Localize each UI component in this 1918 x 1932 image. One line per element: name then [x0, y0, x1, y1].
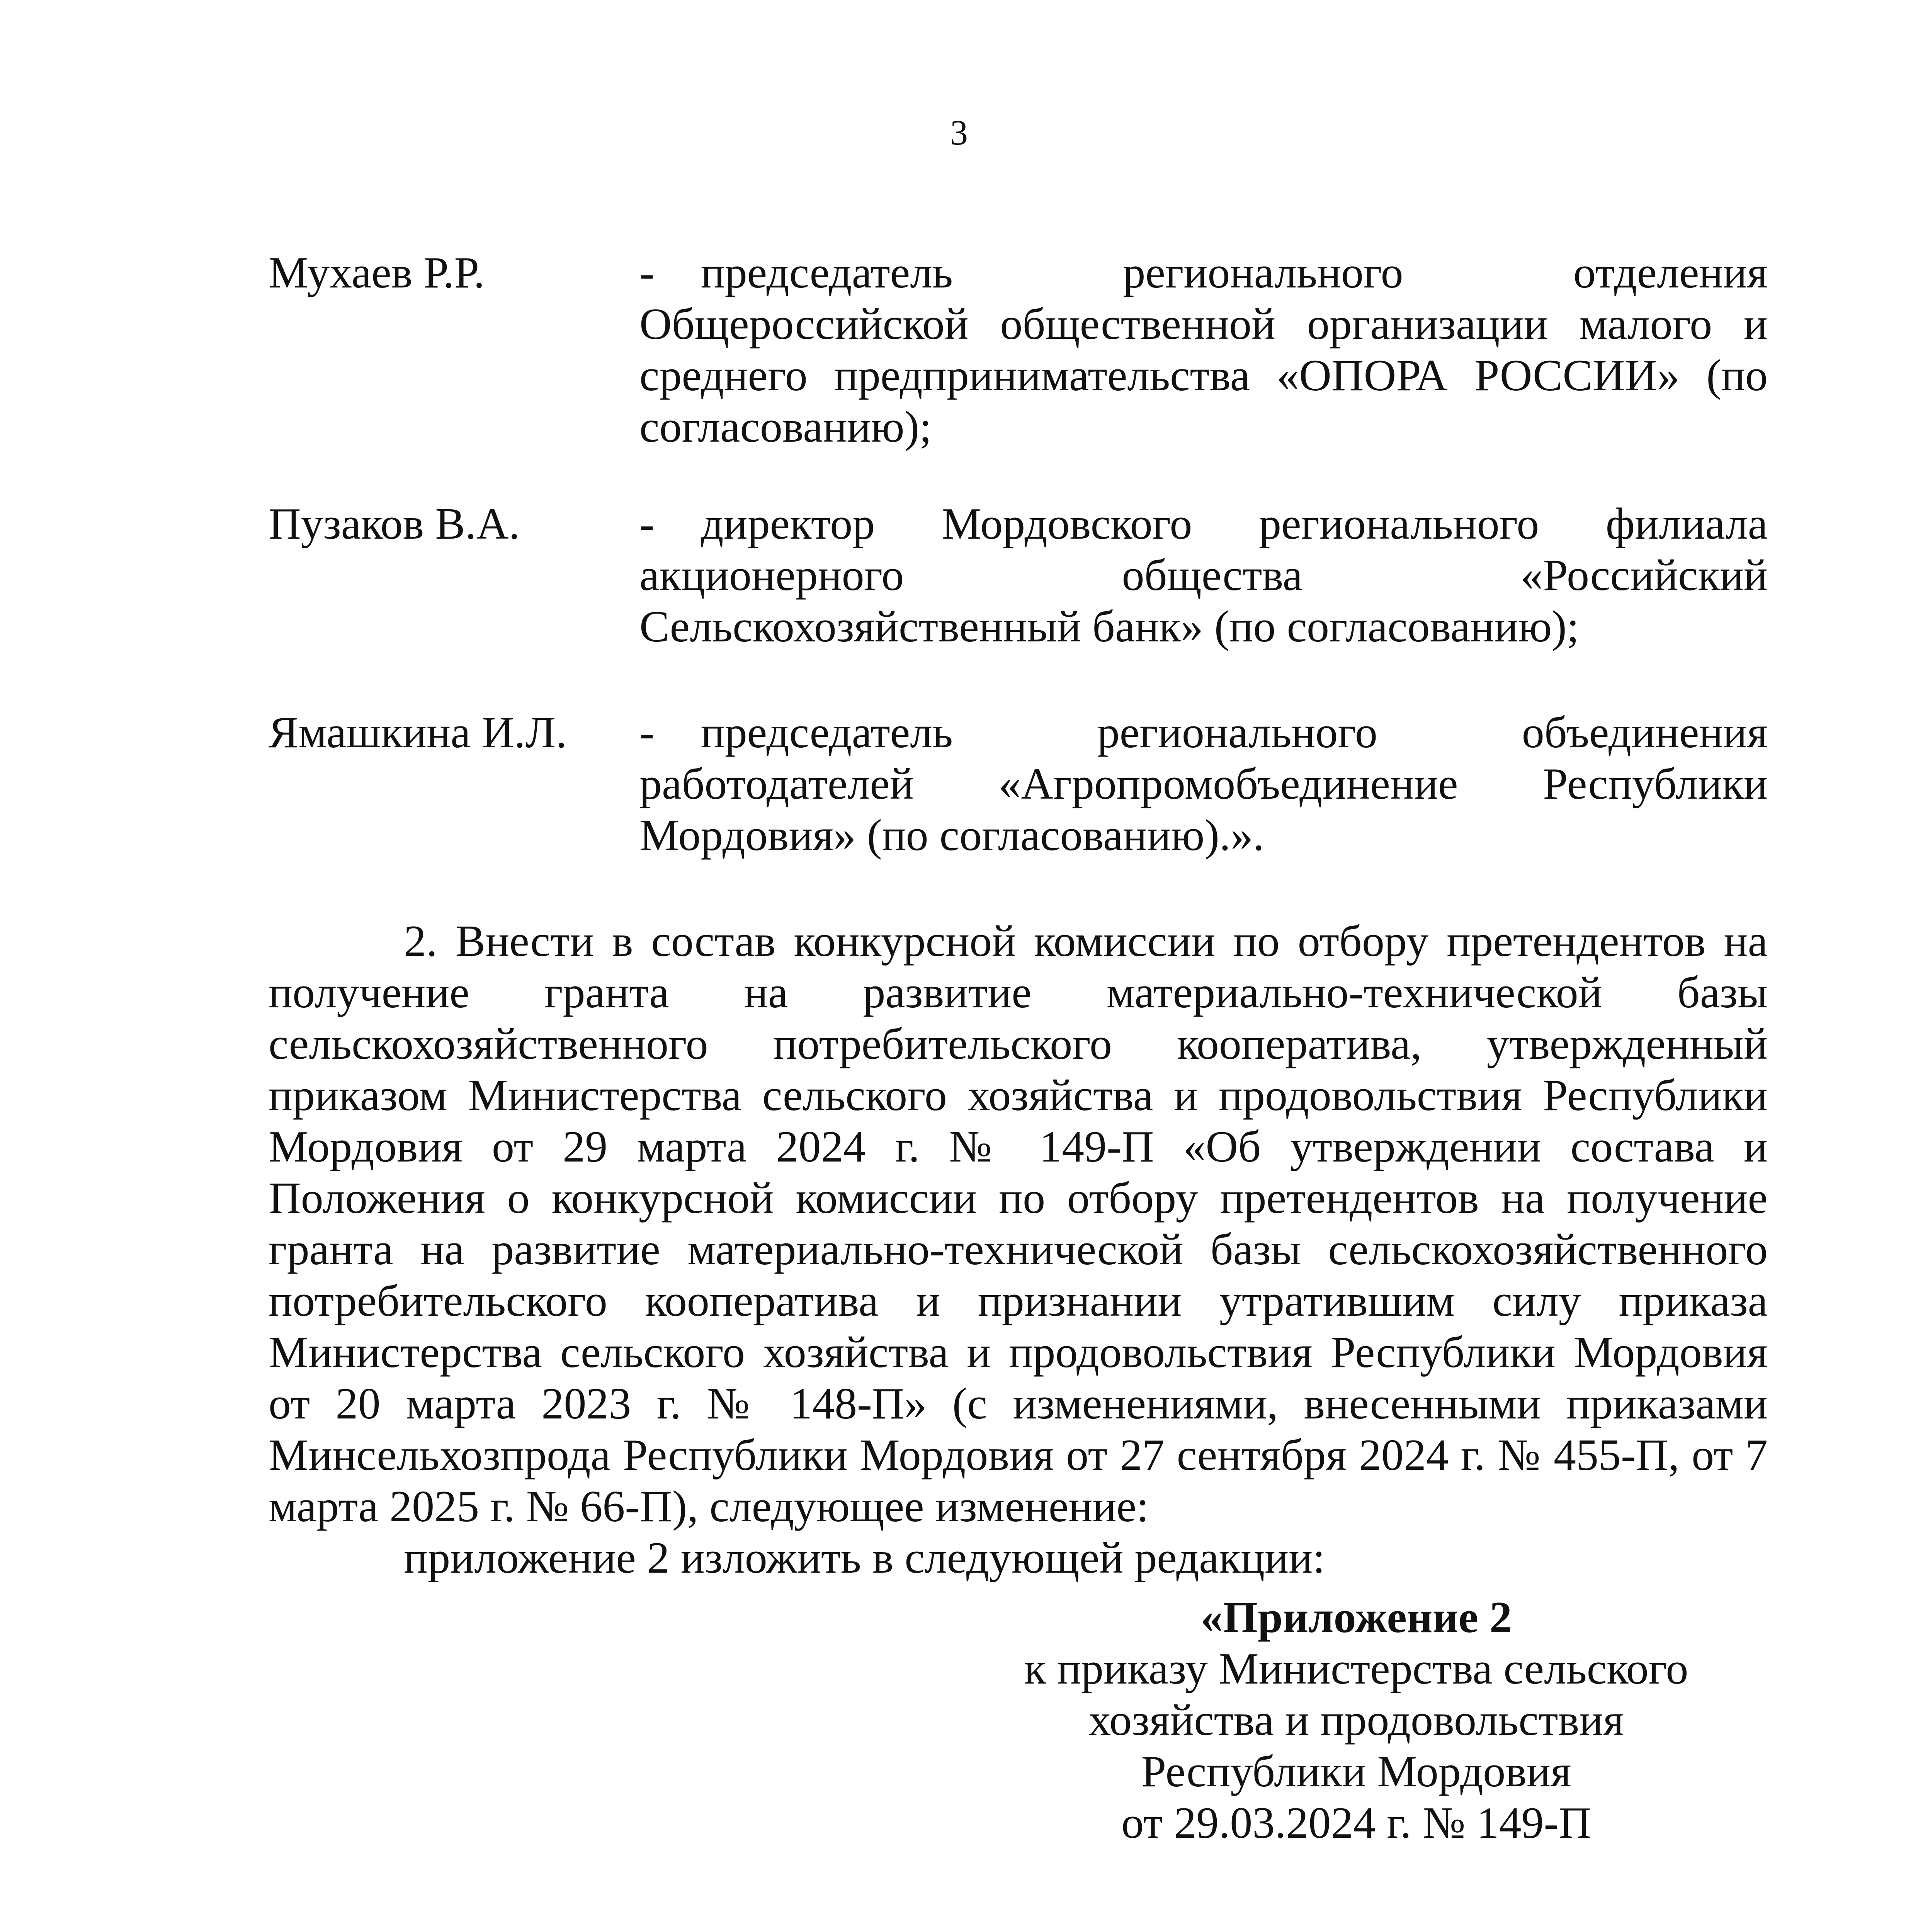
member-dash: -	[639, 248, 655, 298]
member-description	[639, 247, 1768, 453]
member-description	[639, 707, 1768, 861]
annex-line: Республики Мордовия	[1141, 1747, 1571, 1796]
member-entry	[269, 707, 1768, 861]
page-number: 3	[950, 113, 968, 152]
member-description-text: председатель регионального объединения работодателей «Агропромобъединение Республики Мордовия» (по согласованию).».	[639, 708, 1768, 860]
members-list-top-3	[269, 707, 1768, 861]
member-dash: -	[639, 708, 655, 757]
annex-header	[989, 1592, 1723, 1849]
member-name: Ямашкина И.Л.	[269, 708, 567, 757]
member-name: Пузаков В.А.	[269, 499, 520, 549]
annex-line: к приказу Министерства сельского	[1024, 1644, 1688, 1694]
member-dash: -	[639, 499, 655, 549]
annex-title: «Приложение 2	[1200, 1593, 1512, 1642]
member-name: Мухаев Р.Р.	[269, 248, 485, 298]
annex-line: хозяйства и продовольствия	[1088, 1696, 1624, 1745]
members-list-top	[269, 247, 1768, 453]
members-list-top-2	[269, 498, 1768, 653]
paragraph-2-sub: приложение 2 изложить в следующей редакции:	[404, 1533, 1325, 1583]
member-description-text: председатель регионального отделения Общероссийской общественной организации малого и среднего предпринимательства «ОПОРА РОССИИ» (по согласованию);	[639, 248, 1768, 452]
member-description-text: директор Мордовского регионального филиала акционерного общества «Российский Сельскохозяйственный банк» (по согласованию);	[639, 499, 1768, 651]
member-entry	[269, 247, 1768, 453]
member-entry	[269, 498, 1768, 653]
annex-line: от 29.03.2024 г. № 149-П	[1121, 1798, 1591, 1848]
paragraph-2: 2. Внести в состав конкурсной комиссии по отбору претендентов на получение гранта на развитие материально-технической базы сельскохозяйственного потребительского кооператива, утвержденный приказом Министерства сельского хозяйства и продовольствия Республики Мордовия от 29 марта 2024 г. № 149-П «Об утверждении состава и Положения о конкурсной комиссии по отбору претендентов на получение гранта на развитие материально-технической базы сельскохозяйственного потребительского кооператива и признании утратившим силу приказа Министерства сельского хозяйства и продовольствия Республики Мордовия от 20 марта 2023 г. № 148-П» (с изменениями, внесенными приказами Минсельхозпрода Республики Мордовия от 27 сентября 2024 г. № 455-П, от 7 марта 2025 г. № 66-П), следующее изменение:	[269, 917, 1768, 1531]
member-description	[639, 498, 1768, 653]
paragraph-2-block	[269, 916, 1768, 1584]
